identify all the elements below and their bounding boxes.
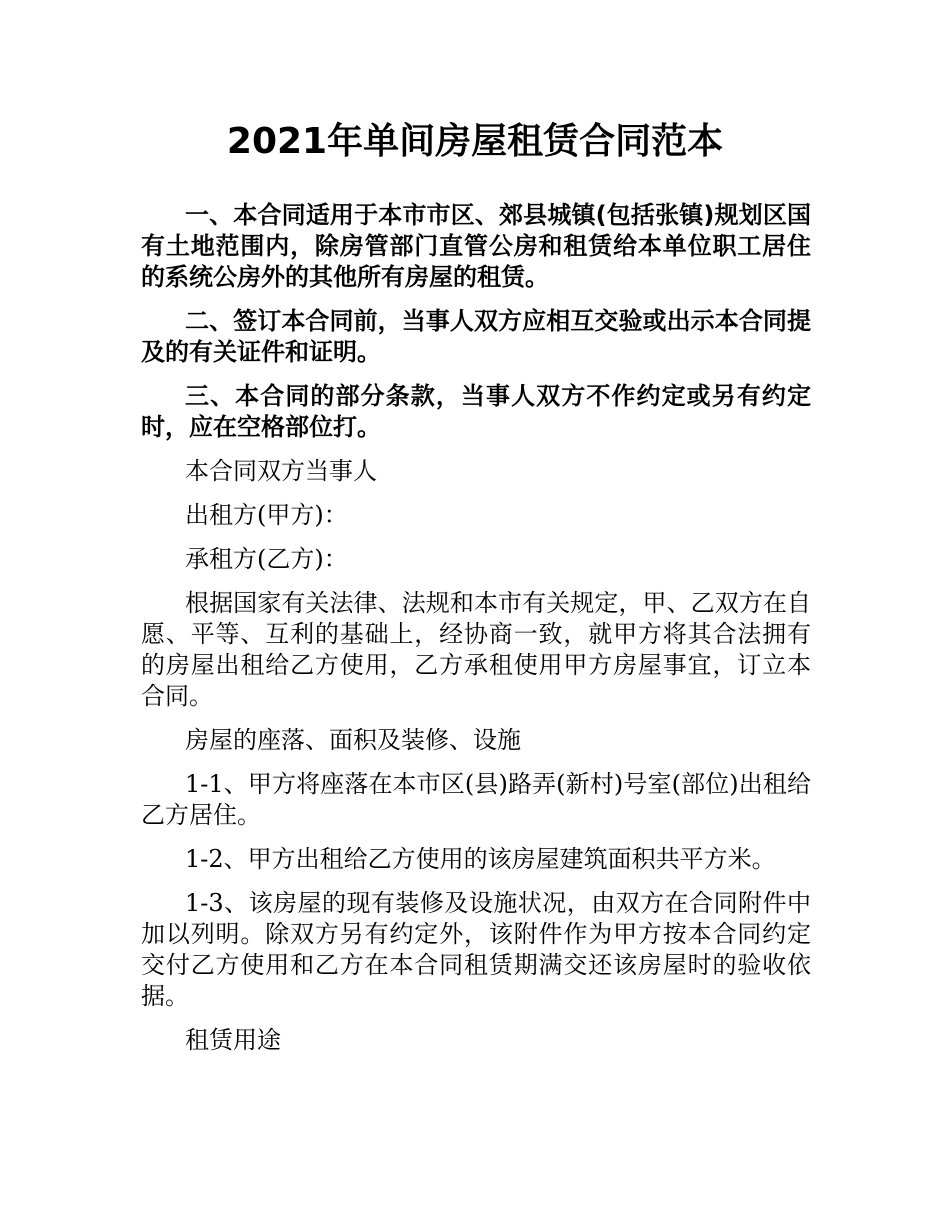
lessee-line: 承租方(乙方)： [185,545,348,573]
section-heading-usage: 租赁用途 [185,1026,281,1054]
clause-1-3: 1-3、该房屋的现有装修及设施状况，由双方在合同附件中加以列明。除双方另有约定外，该附件作为甲方按本合同约定交付乙方使用和乙方在本合同租赁期满交还该房屋时的验收依据。 [141,889,811,1010]
preamble-paragraph: 根据国家有关法律、法规和本市有关规定，甲、乙双方在自愿、平等、互利的基础上，经协商一致，就甲方将其合法拥有的房屋出租给乙方使用，乙方承租使用甲方房屋事宜，订立本合同。 [141,589,811,710]
section-heading-premises: 房屋的座落、面积及装修、设施 [185,726,521,754]
clause-3: 三、本合同的部分条款，当事人双方不作约定或另有约定时，应在空格部位打。 [141,382,811,441]
clause-1-1: 1-1、甲方将座落在本市区(县)路弄(新村)号室(部位)出租给乙方居住。 [141,770,811,829]
lessor-line: 出租方(甲方)： [185,501,348,529]
document-body [141,200,811,1069]
clause-1-2: 1-2、甲方出租给乙方使用的该房屋建筑面积共平方米。 [185,845,776,873]
parties-heading: 本合同双方当事人 [185,457,377,485]
clause-1: 一、本合同适用于本市市区、郊县城镇(包括张镇)规划区国有土地范围内，除房管部门直管公房和租赁给本单位职工居住的系统公房外的其他所有房屋的租赁。 [141,201,811,291]
clause-2: 二、签订本合同前，当事人双方应相互交验或出示本合同提及的有关证件和证明。 [141,307,811,366]
document-title: 2021年单间房屋租赁合同范本 [226,121,724,162]
